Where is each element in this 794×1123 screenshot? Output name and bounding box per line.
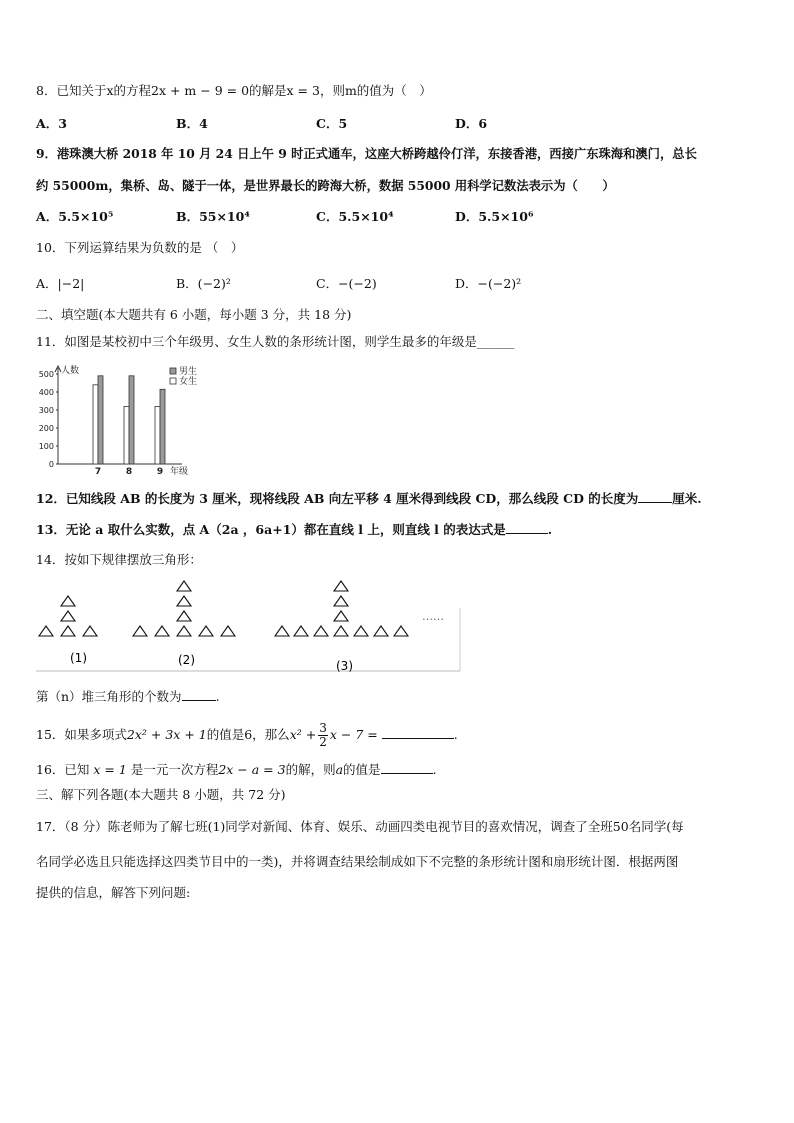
- q15-condition: 的值是6，那么: [206, 727, 290, 742]
- q16-mid: 是一元一次方程: [130, 762, 219, 777]
- y-tick-label: 200: [38, 424, 54, 433]
- triangle: [155, 626, 169, 636]
- q16-answer-blank: [381, 760, 433, 774]
- q15-expr-a: x² +: [289, 727, 317, 742]
- y-tick-label: 500: [38, 370, 54, 379]
- question-17-line-3: 提供的信息，解答下列问题:: [36, 885, 191, 900]
- question-15-text: [36, 722, 458, 749]
- q16-equation-1: x = 1: [93, 762, 127, 777]
- triangle: [83, 626, 97, 636]
- q15-fraction: [318, 722, 328, 749]
- triangle: [374, 626, 388, 636]
- question-9-line-2: 约 55000m，集桥、岛、隧于一体，是世界最长的跨海大桥，数据 55000 用科学记数法表示为（ ）: [36, 178, 615, 193]
- triangle: [61, 596, 75, 606]
- triangle: [39, 626, 53, 636]
- q8-option-c: C．5: [316, 116, 348, 131]
- q14-answer-blank: [182, 687, 216, 701]
- y-tick-label: 400: [38, 388, 54, 397]
- q13-answer-blank: [506, 520, 548, 534]
- q15-polynomial: 2x² + 3x + 1: [126, 727, 207, 742]
- triangle: [177, 581, 191, 591]
- q14-sub-end: .: [215, 689, 220, 704]
- stack-label-2: (2): [178, 653, 195, 667]
- legend-swatch-boys: [170, 368, 176, 374]
- q10-option-d: D．−(−2)²: [455, 276, 522, 291]
- legend-swatch-girls: [170, 378, 176, 384]
- q12-answer-blank: [638, 489, 672, 503]
- section-2-heading: 二、填空题(本大题共有 6 小题，每小题 3 分，共 18 分): [36, 307, 352, 322]
- q10-option-b: B．(−2)²: [176, 276, 231, 291]
- q15-prompt: 15．如果多项式: [36, 727, 127, 742]
- triangle: [314, 626, 328, 636]
- bar-boys-grade-9: [160, 389, 165, 464]
- bar-girls-grade-7: [93, 385, 98, 464]
- q9-option-b: B．55×10⁴: [176, 209, 250, 224]
- q9-option-c: C．5.5×10⁴: [316, 209, 394, 224]
- x-axis-label: 年级: [170, 467, 189, 477]
- q13-end: .: [547, 522, 553, 537]
- q16-equation-2: 2x − a = 3: [218, 762, 286, 777]
- triangle: [334, 581, 348, 591]
- q15-end: .: [453, 727, 458, 742]
- q16-mid-3: 的值是: [343, 762, 381, 777]
- triangle: [61, 626, 75, 636]
- triangle: [334, 626, 348, 636]
- triangle: [294, 626, 308, 636]
- question-13-text: [36, 520, 552, 539]
- q9-option-d: D．5.5×10⁶: [455, 209, 534, 224]
- triangle-pattern-figure: [36, 578, 462, 674]
- triangle: [221, 626, 235, 636]
- q14-sub-text: 第（n）堆三角形的个数为: [36, 689, 182, 704]
- q8-option-b: B．4: [176, 116, 208, 131]
- triangle: [177, 611, 191, 621]
- grade-gender-bar-chart: [32, 360, 222, 478]
- bar-boys-grade-7: [98, 376, 103, 464]
- legend-label-boys: 男生: [179, 367, 198, 377]
- q12-prompt: 12．已知线段 AB 的长度为 3 厘米，现将线段 AB 向左平移 4 厘米得到线段 CD，那么线段 CD 的长度为: [36, 491, 639, 506]
- q16-mid-2: 的解，则: [285, 762, 336, 777]
- triangle: [275, 626, 289, 636]
- q10-option-a: A．|−2|: [36, 276, 85, 291]
- y-axis-label: 人数: [61, 366, 80, 376]
- q8-option-a: A．3: [36, 116, 67, 131]
- triangle: [334, 611, 348, 621]
- q15-frac-denominator: 2: [319, 735, 327, 749]
- triangle: [61, 611, 75, 621]
- triangle: [177, 596, 191, 606]
- section-3-heading: 三、解下列各题(本大题共 8 小题，共 72 分): [36, 787, 286, 802]
- triangle: [334, 596, 348, 606]
- question-17-line-2: 名同学必选且只能选择这四类节目中的一类)，并将调查结果绘制成如下不完整的条形统计图和扇形统计图．根据两图: [36, 854, 679, 869]
- y-tick-label: 0: [48, 460, 54, 469]
- stack-label-1: (1): [70, 651, 87, 665]
- q16-end: .: [432, 762, 437, 777]
- bar-boys-grade-8: [129, 376, 134, 464]
- q15-expr-b: x − 7 =: [329, 727, 378, 742]
- triangle: [177, 626, 191, 636]
- q16-variable: a: [335, 762, 344, 777]
- question-16-text: [36, 760, 437, 779]
- q13-prompt: 13．无论 a 取什么实数，点 A（2a ，6a+1）都在直线 l 上，则直线 l 的表达式是: [36, 522, 506, 537]
- question-9-line-1: 9．港珠澳大桥 2018 年 10 月 24 日上午 9 时正式通车，这座大桥跨越伶仃洋，东接香港，西接广东珠海和澳门，总长: [36, 146, 697, 161]
- q12-unit: 厘米.: [672, 491, 702, 506]
- bar-girls-grade-8: [124, 406, 129, 464]
- x-tick-label: 8: [125, 467, 133, 477]
- y-tick-label: 300: [38, 406, 54, 415]
- question-12-text: [36, 489, 702, 508]
- triangle-stacks: [39, 578, 408, 636]
- q10-option-c: C．−(−2): [316, 276, 377, 291]
- q8-option-d: D．6: [455, 116, 488, 131]
- question-17-line-1: 17．（8 分）陈老师为了解七班(1)同学对新闻、体育、娱乐、动画四类电视节目的喜欢情况，调查了全班50名同学(每: [36, 819, 684, 834]
- bar-girls-grade-9: [155, 406, 160, 464]
- y-tick-label: 100: [38, 442, 54, 451]
- question-14-subprompt: [36, 687, 220, 706]
- stack-label-3: (3): [336, 659, 353, 673]
- x-tick-label: 7: [94, 467, 102, 477]
- triangle: [133, 626, 147, 636]
- q15-frac-numerator: 3: [319, 721, 327, 735]
- triangle: [394, 626, 408, 636]
- q15-answer-blank: [382, 725, 454, 739]
- q9-option-a: A．5.5×10⁵: [36, 209, 114, 224]
- triangle: [354, 626, 368, 636]
- triangle: [199, 626, 213, 636]
- question-10-text: 10．下列运算结果为负数的是 （ ）: [36, 240, 244, 255]
- question-11-text: 11．如图是某校初中三个年级男、女生人数的条形统计图，则学生最多的年级是______: [36, 334, 515, 349]
- continuation-dots: ……: [422, 610, 444, 623]
- legend-label-girls: 女生: [179, 377, 198, 387]
- question-8-text: 8．已知关于x的方程2x + m − 9 = 0的解是x = 3，则m的值为（ ）: [36, 83, 432, 98]
- x-tick-label: 9: [156, 467, 164, 477]
- question-14-text: 14．按如下规律摆放三角形：: [36, 552, 202, 567]
- q16-prompt: 16．已知: [36, 762, 90, 777]
